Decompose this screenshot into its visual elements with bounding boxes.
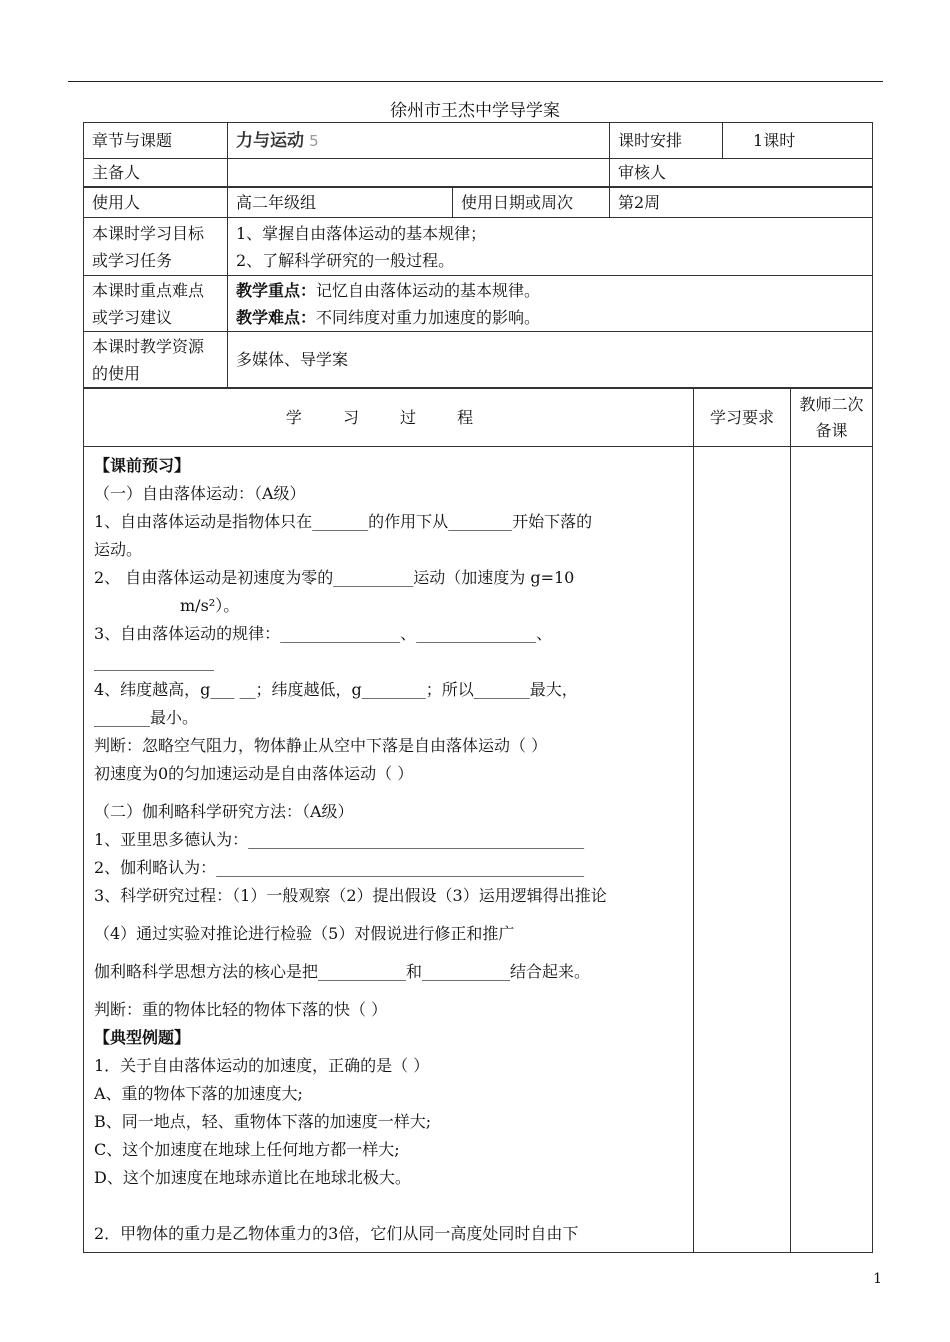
- preparer-value: [228, 159, 610, 187]
- judge-3: 判断：重的物体比轻的物体下落的快（ ）: [94, 1000, 388, 1019]
- question-1-option-b: B、同一地点，轻、重物体下落的加速度一样大;: [94, 1112, 432, 1131]
- focus-hard-label: 教学难点：: [236, 307, 317, 327]
- info-table-2: [83, 187, 873, 388]
- process-table: [83, 388, 873, 1253]
- focus-key-label: 教学重点：: [236, 280, 317, 300]
- process-column-header: 学 习 过 程: [84, 389, 694, 447]
- row-resources: [84, 332, 873, 388]
- requirements-column: [694, 447, 791, 1253]
- goal-item: 1、掌握自由落体运动的基本规律；: [236, 223, 487, 243]
- question-1-option-d: D、这个加速度在地球赤道比在地球北极大。: [94, 1168, 411, 1187]
- process-body-row: [84, 447, 873, 1253]
- judge-2: 初速度为0的匀加速运动是自由落体运动（ ）: [94, 764, 414, 783]
- user-label: 使用人: [84, 188, 228, 218]
- example-title: 【典型例题】: [94, 1028, 191, 1047]
- line-3a: 3、自由落体运动的规律：_______________、_______________、: [94, 624, 553, 643]
- line-2a: 2、 自由落体运动是初速度为零的__________运动（加速度为 g=10: [94, 568, 575, 587]
- question-1-option-a: A、重的物体下落的加速度大;: [94, 1084, 303, 1103]
- teacher-column-header: 教师二次备课: [791, 389, 873, 447]
- lesson-plan-sheet: [83, 122, 872, 1253]
- chapter-value-cell: [228, 123, 610, 159]
- goal-item: 2、了解科学研究的一般过程。: [236, 250, 455, 270]
- row-chapter: [84, 123, 873, 159]
- schedule-value: 1课时: [723, 123, 873, 159]
- focus-label: 本课时重点难点或学习建议: [84, 276, 228, 332]
- schedule-label: 课时安排: [610, 123, 723, 159]
- galileo-3: 3、科学研究过程：（1）一般观察（2）提出假设（3）运用逻辑得出推论: [94, 886, 607, 905]
- focus-hard-text: 不同纬度对重力加速度的影响。: [316, 307, 541, 327]
- judge-1: 判断：忽略空气阻力，物体静止从空中下落是自由落体运动（ ）: [94, 736, 548, 755]
- galileo-2: 2、伽利略认为：______________________________________________: [94, 858, 585, 877]
- process-header-row: [84, 389, 873, 447]
- info-table: [83, 122, 873, 187]
- page-number: 1: [873, 1271, 882, 1287]
- section1-title: （一）自由落体运动：（A级）: [94, 484, 306, 503]
- line-1a: 1、自由落体运动是指物体只在_______的作用下从________开始下落的: [94, 512, 593, 531]
- preparer-label: 主备人: [84, 159, 228, 187]
- line-4a: 4、纬度越高，g___ __；纬度越低，g________；所以_______最大，: [94, 680, 578, 699]
- line-1b: 运动。: [94, 540, 143, 559]
- date-label: 使用日期或周次: [453, 188, 610, 218]
- line-2b: m/s²）。: [180, 596, 240, 615]
- preview-title: 【课前预习】: [94, 456, 191, 475]
- requirements-column-header: 学习要求: [694, 389, 791, 447]
- question-2: 2．甲物体的重力是乙物体重力的3倍，它们从同一高度处同时自由下: [94, 1224, 579, 1243]
- galileo-4: （4）通过实验对推论进行检验（5）对假说进行修正和推广: [94, 924, 515, 943]
- row-focus: [84, 276, 873, 332]
- resources-value: 多媒体、导学案: [228, 332, 873, 388]
- chapter-label: 章节与课题: [84, 123, 228, 159]
- galileo-1: 1、亚里思多德认为：__________________________________________: [94, 830, 585, 849]
- chapter-value: 力与运动: [236, 130, 304, 151]
- goals-cell: [228, 218, 873, 276]
- date-value: 第2周: [610, 188, 873, 218]
- process-content: [84, 447, 694, 1253]
- document-title: 徐州市王杰中学导学案: [390, 101, 560, 121]
- focus-cell: [228, 276, 873, 332]
- line-3b: _______________: [94, 652, 214, 671]
- row-goals: [84, 218, 873, 276]
- row-preparer: [84, 159, 873, 187]
- teacher-column: [791, 447, 873, 1253]
- resources-label: 本课时教学资源的使用: [84, 332, 228, 388]
- goals-label: 本课时学习目标或学习任务: [84, 218, 228, 276]
- line-4b: _______最小。: [94, 708, 199, 727]
- reviewer-label: 审核人: [610, 159, 873, 187]
- question-1: 1．关于自由落体运动的加速度，正确的是（ ）: [94, 1056, 430, 1075]
- header-rule: [68, 81, 883, 82]
- user-value: 高二年级组: [228, 188, 453, 218]
- row-user: [84, 188, 873, 218]
- chapter-suffix: 5: [309, 131, 319, 150]
- galileo-5: 伽利略科学思想方法的核心是把___________和___________结合起来。: [94, 962, 591, 981]
- section2-title: （二）伽利略科学研究方法：（A级）: [94, 802, 354, 821]
- question-1-option-c: C、这个加速度在地球上任何地方都一样大;: [94, 1140, 400, 1159]
- focus-key-text: 记忆自由落体运动的基本规律。: [316, 280, 541, 300]
